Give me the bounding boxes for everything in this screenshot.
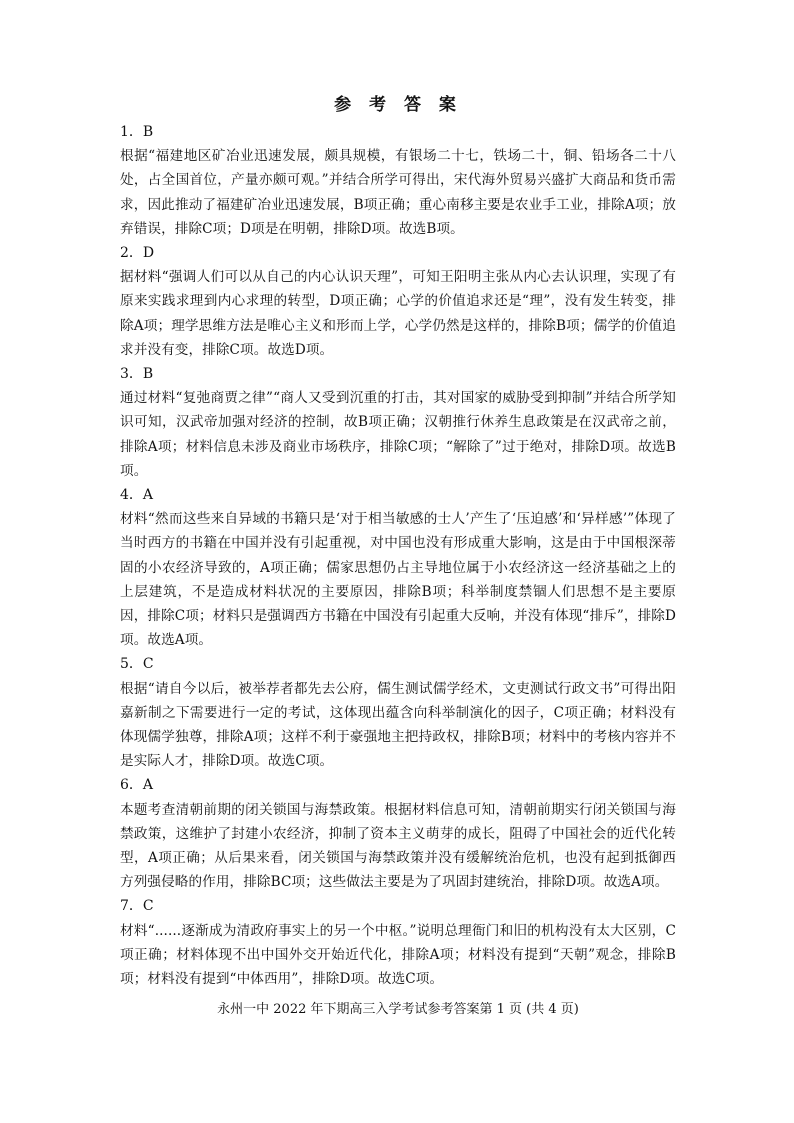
answer-7-explanation: 材料“......逐渐成为清政府事实上的另一个中枢。”说明总理衙门和旧的机构没有太大区别，C项正确；材料体现不出中国外交开始近代化，排除A项；材料没有提到“天朝”观念，排除B项；材料没有提到“中体西用”，排除D项。故选C项。 (120, 922, 676, 987)
answer-5-number: 5．C (120, 656, 154, 673)
answer-document (120, 92, 676, 991)
answer-7-number: 7．C (120, 898, 154, 915)
answer-4-number: 4．A (120, 487, 154, 503)
answer-6-explanation: 本题考查清朝前期的闭关锁国与海禁政策。根据材料信息可知，清朝前期实行闭关锁国与海禁政策，这维护了封建小农经济，抑制了资本主义萌芽的成长，阻碍了中国社会的近代化转型，A项正确；从后果来看，闭关锁国与海禁政策并没有缓解统治危机，也没有起到抵御西方列强侵略的作用，排除BC项；这些做法主要是为了巩固封建统治，排除D项。故选A项。 (120, 801, 676, 891)
answer-3-explanation: 通过材料“复弛商贾之律”“商人又受到沉重的打击，其对国家的威胁受到抑制”并结合所学知识可知，汉武帝加强对经济的控制，故B项正确；汉朝推行休养生息政策是在汉武帝之前，排除A项；材料信息未涉及商业市场秩序，排除C项；“解除了”过于绝对，排除D项。故选B项。 (120, 390, 676, 479)
answer-4-explanation: 材料“然而这些来自异域的书籍只是‘对于相当敏感的士人’产生了‘压迫感’和‘异样感’”体现了当时西方的书籍在中国并没有引起重视，对中国也没有形成重大影响，这是由于中国根深蒂固的小农经济导致的，A项正确；儒家思想仍占主导地位属于小农经济这一经济基础之上的上层建筑，不是造成材料状况的主要原因，排除B项；科举制度禁锢人们思想不是主要原因，排除C项；材料只是强调西方书籍在中国没有引起重大反响，并没有体现“排斥”，排除D项。故选A项。 (120, 511, 676, 649)
answer-5-explanation: 根据“请自今以后，被举荐者都先去公府，儒生测试儒学经术，文吏测试行政文书”可得出阳嘉新制之下需要进行一定的考试，这体现出蕴含向科举制演化的因子，C项正确；材料没有体现儒学独尊，排除A项；这样不利于豪强地主把持政权，排除B项；材料中的考核内容并不是实际人才，排除D项。故选C项。 (120, 680, 676, 770)
answer-3-number: 3．B (120, 366, 154, 382)
answer-1-explanation: 根据“福建地区矿冶业迅速发展，颇具规模，有银场二十七，铁场二十，铜、铅场各二十八处，占全国首位，产量亦颇可观。”并结合所学可得出，宋代海外贸易兴盛扩大商品和货币需求，因此推动了福建矿冶业迅速发展，B项正确；重心南移主要是农业手工业，排除A项；放弃错误，排除C项；D项是在明朝，排除D项。故选B项。 (120, 148, 676, 237)
answer-6-number: 6．A (120, 777, 154, 794)
page-title: 参 考 答 案 (334, 95, 462, 115)
answer-2-explanation: 据材料“强调人们可以从自己的内心认识天理”，可知王阳明主张从内心去认识理，实现了有原来实践求理到内心求理的转型，D项正确；心学的价值追求还是“理”，没有发生转变，排除A项；理学思维方法是唯心主义和形而上学，心学仍然是这样的，排除B项；儒学的价值追求并没有变，排除C项。故选D项。 (120, 269, 676, 358)
answer-1-number: 1．B (120, 124, 154, 140)
answer-2-number: 2．D (120, 245, 155, 261)
page-footer: 永州一中 2022 年下期高三入学考试参考答案第 1 页 (共 4 页) (217, 1002, 579, 1017)
